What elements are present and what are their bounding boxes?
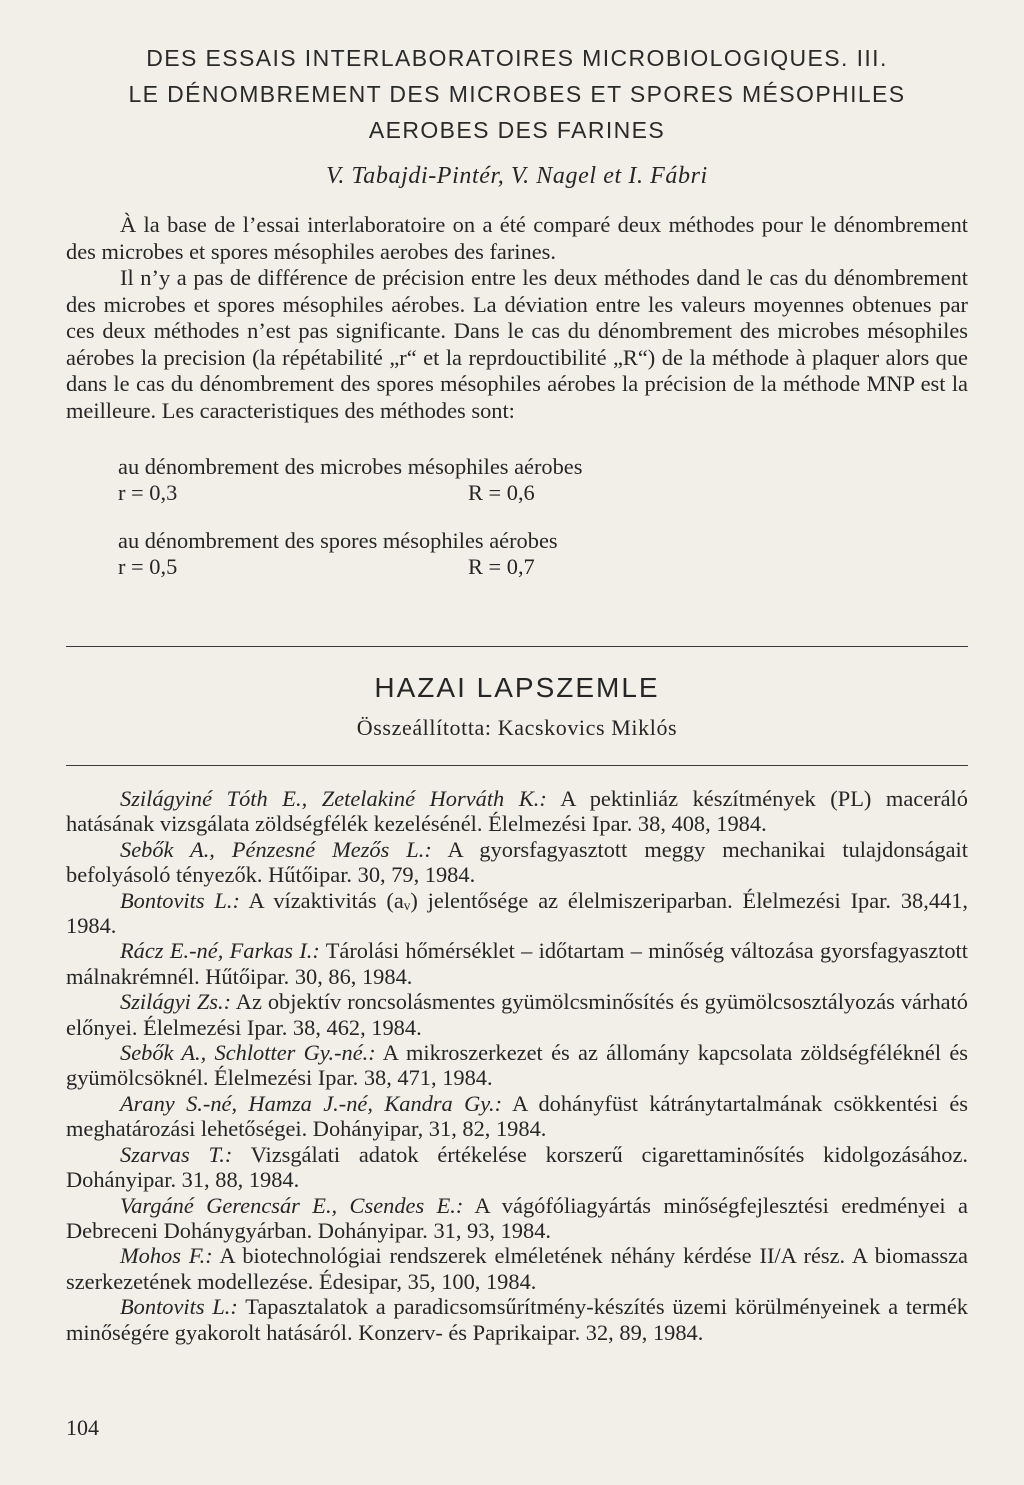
section-divider-bottom xyxy=(66,765,968,766)
stats-group-spores xyxy=(118,528,758,580)
section-divider-top xyxy=(66,646,968,647)
reproducibility-value: R = 0,6 xyxy=(468,480,535,505)
title-line: DES ESSAIS INTERLABORATOIRES MICROBIOLOGIQUES. III. xyxy=(146,45,888,71)
reproducibility-value: R = 0,7 xyxy=(468,554,535,579)
stats-values xyxy=(118,480,758,506)
reference-entry xyxy=(66,888,968,939)
reference-text: A vágófóliagyártás minőségfejlesztési eredményei a Debreceni Dohánygyárban. Dohányipar. 31, 93, 1984. xyxy=(66,1192,968,1243)
section-title: HAZAI LAPSZEMLE xyxy=(374,672,660,703)
reference-list xyxy=(66,786,968,1345)
reference-authors: Szarvas T.: xyxy=(120,1141,233,1167)
stats-group-microbes xyxy=(118,454,758,506)
stats-label: au dénombrement des spores mésophiles aérobes xyxy=(118,528,558,553)
title-line: LE DÉNOMBREMENT DES MICROBES ET SPORES MÉSOPHILES xyxy=(128,81,906,107)
reference-authors: Sebők A., Schlotter Gy.-né.: xyxy=(120,1040,376,1066)
reference-authors: Vargáné Gerencsár E., Csendes E.: xyxy=(120,1192,464,1218)
reference-entry xyxy=(66,1040,968,1091)
reference-authors: Bontovits L.: xyxy=(120,887,240,913)
repeatability-value: r = 0,3 xyxy=(118,480,178,505)
reference-text: A mikroszerkezet és az állomány kapcsolata zöldségféléknél és gyümölcsöknél. Élelmezési Ipar. 38, 471, 1984. xyxy=(66,1040,968,1091)
reference-entry xyxy=(66,837,968,888)
reference-text: A vízaktivitás (aᵥ) jelentősége az élelmiszeriparban. Élelmezési Ipar. 38,441, 1984. xyxy=(66,887,969,939)
reference-text: A pektinliáz készítmények (PL) maceráló hatásának vizsgálata zöldségfélék kezelésénél. Élelmezési Ipar. 38, 408, 1984. xyxy=(66,786,968,837)
article-authors: V. Tabajdi-Pintér, V. Nagel et I. Fábri xyxy=(326,163,708,189)
reference-entry xyxy=(66,786,968,837)
reference-text: A biotechnológiai rendszerek elméletének néhány kérdése II/A rész. A biomassza szerkezetének modellezése. Édesipar, 35, 100, 1984. xyxy=(66,1243,968,1294)
abstract-paragraph: À la base de l’essai interlaboratoire on a été comparé deux méthodes pour le dénombrement des microbes et spores mésophiles aerobes des farines. xyxy=(66,212,968,264)
reference-text: Tárolási hőmérséklet – időtartam – minőség változása gyorsfagyasztott málnakrémnél. Hűtőipar. 30, 86, 1984. xyxy=(66,938,968,989)
repeatability-value: r = 0,5 xyxy=(118,554,178,579)
stats-values xyxy=(118,554,758,580)
reference-text: Vizsgálati adatok értékelése korszerű cigarettaminősítés kidolgozásához. Dohányipar. 31, 88, 1984. xyxy=(66,1141,969,1193)
reference-authors: Mohos F.: xyxy=(120,1243,213,1269)
section-compiler: Összeállította: Kacskovics Miklós xyxy=(356,715,678,740)
reference-authors: Bontovits L.: xyxy=(120,1294,238,1320)
reference-authors: Rácz E.-né, Farkas I.: xyxy=(120,938,320,964)
reference-entry xyxy=(66,1091,968,1142)
method-characteristics xyxy=(118,454,758,602)
reference-text: A gyorsfagyasztott meggy mechanikai tulajdonságait befolyásoló tényezők. Hűtőipar. 30, 79, 1984. xyxy=(66,836,968,888)
reference-entry xyxy=(66,1294,968,1345)
reference-text: Tapasztalatok a paradicsomsűrítmény-készítés üzemi körülményeinek a termék minőségére gyakorolt hatásáról. Konzerv- és Paprikaipar. 32, 89, 1984. xyxy=(66,1294,968,1345)
reference-entry xyxy=(66,1193,968,1244)
reference-authors: Sebők A., Pénzesné Mezős L.: xyxy=(120,836,432,862)
reference-entry xyxy=(66,1142,968,1193)
reference-entry xyxy=(66,1243,968,1294)
page-number: 104 xyxy=(66,1415,99,1440)
reference-authors: Arany S.-né, Hamza J.-né, Kandra Gy.: xyxy=(120,1090,503,1116)
reference-entry xyxy=(66,938,968,989)
stats-label: au dénombrement des microbes mésophiles aérobes xyxy=(118,454,583,479)
reference-authors: Szilágyiné Tóth E., Zetelakiné Horváth K.: xyxy=(120,786,547,811)
article-abstract xyxy=(66,212,968,424)
reference-text: Az objektív roncsolásmentes gyümölcsminősítés és gyümölcsosztályozás várható előnyei. Élelmezési Ipar. 38, 462, 1984. xyxy=(66,989,968,1040)
abstract-paragraph: Il n’y a pas de différence de précision entre les deux méthodes dand le cas du dénombrement des microbes et spores mésophiles aérobes. La déviation entre les valeurs moyennes obtenues par ces deux méthodes n’est pas significante. Dans le cas du dénombrement des microbes mésophiles aérobes la precision (la répétabilité „r“ et la reprdouctibilité „R“) de la méthode à plaquer alors que dans le cas du dénombrement des spores mésophiles aérobes la précision de la méthode MNP est la meilleure. Les caracteristiques des méthodes sont: xyxy=(66,265,968,423)
reference-authors: Szilágyi Zs.: xyxy=(120,989,232,1015)
reference-entry xyxy=(66,989,968,1040)
title-line: AEROBES DES FARINES xyxy=(368,117,666,143)
reference-text: A dohányfüst kátránytartalmának csökkentési és meghatározási lehetőségei. Dohányipar, 31, 82, 1984. xyxy=(66,1090,968,1142)
article-title xyxy=(66,40,968,148)
